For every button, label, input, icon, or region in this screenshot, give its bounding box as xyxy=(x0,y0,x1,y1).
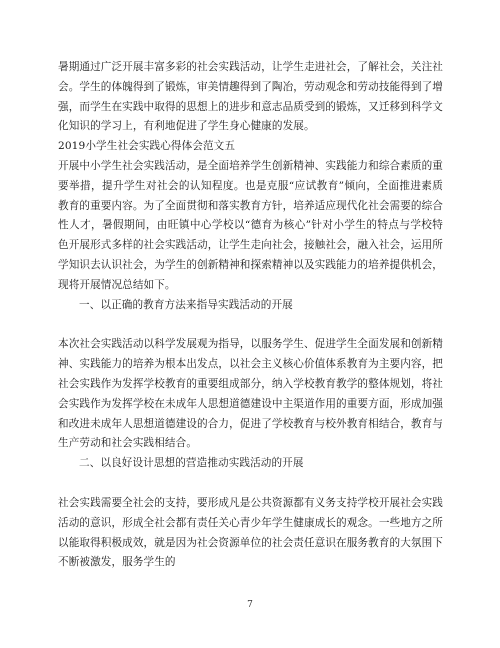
paragraph-3: 社会实践需要全社会的支持，要形成凡是公共资源都有义务支持学校开展社会实践活动的意识，形成全社会都有责任关心青少年学生健康成长的观念。一些地方之所以能取得积极成效，就是因为社会资源单位的社会责任意识在服务教育的大氛围下不断被激发，服务学生的 xyxy=(58,496,443,569)
article-title: 2019小学生社会实践心得体会范文五 xyxy=(58,140,236,153)
section-heading-1: 一、以正确的教育方法来指导实践活动的开展 xyxy=(79,298,293,311)
paragraph-2: 本次社会实践活动以科学发展观为指导，以服务学生、促进学生全面发展和创新精神、实践能力的培养为根本出发点，以社会主义核心价值体系教育为主要内容，把社会实践作为发挥学校教育的重要组成部分，纳入学校教育教学的整体规划，将社会实践作为发挥学校在未成年人思想道德建设中主渠道作用的重要方面，形成加强和改进未成年人思想道德建设的合力，促进了学校教育与校外教育相结合，教育与生产劳动和社会实践相结合。 xyxy=(58,338,443,450)
spacer xyxy=(58,315,443,335)
document-body xyxy=(58,58,443,573)
paragraph-1: 开展中小学生社会实践活动，是全面培养学生创新精神、实践能力和综合素质的重要举措，提升学生对社会的认知程度。也是克服“应试教育”倾向，全面推进素质教育的重要内容。为了全面贯彻和落实教育方针，培养适应现代化社会需要的综合性人才，暑假期间，由旺镇中心学校以“德育为核心”针对小学生的特点与学校特色开展形式多样的社会实践活动，让学生走向社会，接触社会，融入社会，运用所学知识去认识社会，为学生的创新精神和探索精神以及实践能力的培养提供机会，现将开展情况总结如下。 xyxy=(58,159,443,291)
page-number: 7 xyxy=(247,600,253,610)
section-heading-2: 二、以良好设计思想的营造推动实践活动的开展 xyxy=(79,457,304,470)
intro-paragraph: 暑期通过广泛开展丰富多彩的社会实践活动，让学生走进社会，了解社会，关注社会。学生的体魄得到了锻炼，审美情趣得到了陶冶，劳动观念和劳动技能得到了增强，而学生在实践中取得的思想上的进步和意志品质受到的锻炼，又迁移到科学文化知识的学习上，有利地促进了学生身心健康的发展。 xyxy=(58,61,443,133)
spacer xyxy=(58,474,443,494)
